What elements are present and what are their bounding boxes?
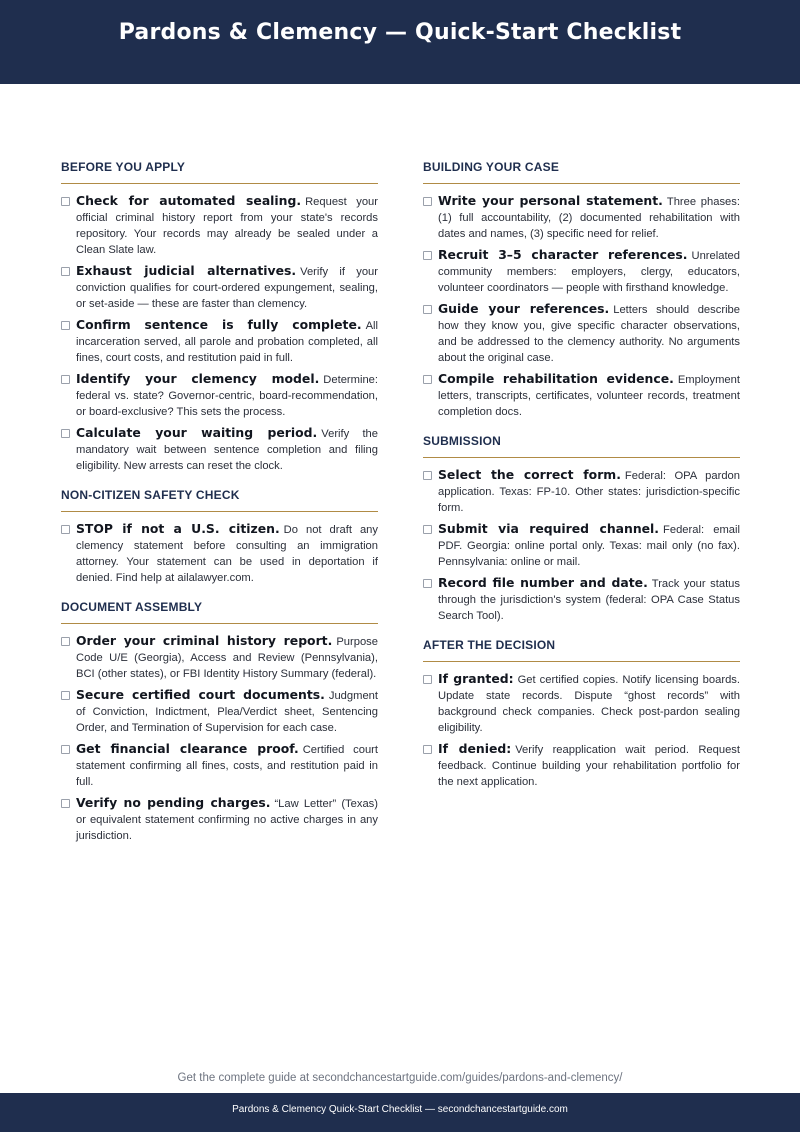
item-title: Check for automated sealing.	[76, 193, 302, 208]
item-text	[438, 247, 740, 296]
section-after-the-decision	[423, 638, 740, 790]
item-title: Secure certified court documents.	[76, 687, 325, 702]
item-title: Order your criminal history report.	[76, 633, 333, 648]
checklist-item	[423, 671, 740, 736]
item-text	[76, 687, 378, 736]
item-title: Select the correct form.	[438, 467, 621, 482]
checklist-item	[61, 795, 378, 844]
checklist-item	[423, 521, 740, 570]
item-text	[76, 521, 378, 586]
section-title: BUILDING YOUR CASE	[423, 160, 740, 184]
item-title: Identify your clemency model.	[76, 371, 320, 386]
section-non-citizen-safety-check	[61, 488, 378, 586]
item-description: Track your status through the jurisdiction's system (federal: OPA Case Status Search Tool).	[438, 578, 740, 622]
checkbox-icon[interactable]	[61, 525, 70, 534]
item-description: Verify the mandatory wait between sentence completion and filing eligibility. New arrests can reset the clock.	[76, 428, 379, 472]
checklist-item	[61, 521, 378, 586]
item-text	[76, 633, 378, 682]
checklist-item	[61, 425, 378, 474]
section-document-assembly	[61, 600, 378, 844]
item-title: Calculate your waiting period.	[76, 425, 318, 440]
checklist-item	[61, 741, 378, 790]
item-text	[76, 795, 378, 844]
item-title: If denied:	[438, 741, 512, 756]
checklist-item	[61, 371, 378, 420]
section-before-you-apply	[61, 160, 378, 474]
checkbox-icon[interactable]	[61, 197, 70, 206]
item-description: Judgment of Conviction, Indictment, Plea/Verdict sheet, Sentencing Order, and Termination of Supervision for each case.	[76, 690, 378, 734]
item-description: Federal: email PDF. Georgia: online portal only. Texas: mail only (no fax). Pennsylvania: online or mail.	[438, 524, 741, 568]
item-title: Record file number and date.	[438, 575, 648, 590]
item-title: Compile rehabilitation evidence.	[438, 371, 674, 386]
checkbox-icon[interactable]	[61, 745, 70, 754]
section-submission	[423, 434, 740, 624]
item-text	[76, 317, 378, 366]
checkbox-icon[interactable]	[423, 745, 432, 754]
item-title: Write your personal statement.	[438, 193, 663, 208]
item-title: Recruit 3–5 character references.	[438, 247, 688, 262]
item-description: Federal: OPA pardon application. Texas: FP-10. Other states: jurisdiction-specific form.	[438, 470, 740, 514]
checklist-item	[423, 301, 740, 366]
right-column	[423, 160, 740, 858]
item-text	[438, 467, 740, 516]
checkbox-icon[interactable]	[423, 197, 432, 206]
checkbox-icon[interactable]	[61, 321, 70, 330]
checkbox-icon[interactable]	[423, 471, 432, 480]
item-text	[76, 371, 378, 420]
item-description: All incarceration served, all parole and probation completed, all fines, court costs, and restitution paid in full.	[76, 320, 378, 364]
footer-text: Pardons & Clemency Quick-Start Checklist — secondchancestartguide.com	[232, 1104, 568, 1115]
footer-bar	[0, 1093, 800, 1132]
item-description: Unrelated community members: employers, clergy, educators, volunteer coordinators — people with firsthand knowledge.	[438, 250, 740, 294]
item-text	[438, 671, 740, 736]
checklist-item	[423, 193, 740, 242]
item-description: Verify reapplication wait period. Request feedback. Continue building your rehabilitation portfolio for the next application.	[438, 744, 740, 788]
item-text	[438, 575, 740, 624]
item-title: Verify no pending charges.	[76, 795, 271, 810]
checkbox-icon[interactable]	[61, 637, 70, 646]
section-title: DOCUMENT ASSEMBLY	[61, 600, 378, 624]
checklist-item	[61, 317, 378, 366]
item-text	[438, 193, 740, 242]
checkbox-icon[interactable]	[423, 305, 432, 314]
checklist-item	[61, 687, 378, 736]
item-description: Letters should describe how they know you, give specific character observations, and be addressed to the clemency authority. No arguments about the original case.	[438, 304, 740, 364]
checklist-item	[423, 575, 740, 624]
checkbox-icon[interactable]	[423, 251, 432, 260]
checklist-item	[61, 263, 378, 312]
section-building-your-case	[423, 160, 740, 420]
item-description: Do not draft any clemency statement before consulting an immigration attorney. Your statement can be used in deportation if denied. Find help at ailalawyer.com.	[76, 524, 378, 584]
page-title: Pardons & Clemency — Quick-Start Checklist	[118, 20, 682, 45]
item-description: “Law Letter” (Texas) or equivalent statement confirming no active charges in any jurisdiction.	[76, 798, 378, 842]
item-text	[438, 301, 740, 366]
item-title: STOP if not a U.S. citizen.	[76, 521, 280, 536]
item-title: Get financial clearance proof.	[76, 741, 299, 756]
guide-link[interactable]: Get the complete guide at secondchancestartguide.com/guides/pardons-and-clemency/	[177, 1072, 623, 1084]
item-description: Request your official criminal history report from your state's records repository. Your records may already be sealed under a Clean Slate law.	[76, 196, 378, 256]
item-description: Purpose Code U/E (Georgia), Access and Review (Pennsylvania), BCI (other states), or FBI Identity History Summary (federal).	[76, 636, 378, 680]
item-text	[76, 193, 378, 258]
checkbox-icon[interactable]	[61, 799, 70, 808]
checklist-item	[423, 371, 740, 420]
checkbox-icon[interactable]	[61, 375, 70, 384]
section-title: AFTER THE DECISION	[423, 638, 740, 662]
checklist-columns	[61, 160, 740, 858]
checklist-item	[61, 193, 378, 258]
checkbox-icon[interactable]	[61, 429, 70, 438]
section-title: SUBMISSION	[423, 434, 740, 458]
item-title: Guide your references.	[438, 301, 610, 316]
checklist-item	[423, 467, 740, 516]
checkbox-icon[interactable]	[423, 525, 432, 534]
item-text	[438, 371, 740, 420]
checklist-item	[423, 247, 740, 296]
item-title: Confirm sentence is fully complete.	[76, 317, 362, 332]
item-description: Get certified copies. Notify licensing boards. Update state records. Dispute “ghost records” with background check companies. Check post-pardon sealing eligibility.	[438, 674, 740, 734]
checkbox-icon[interactable]	[61, 691, 70, 700]
item-text	[76, 425, 378, 474]
item-text	[438, 741, 740, 790]
item-description: Employment letters, transcripts, certificates, volunteer records, treatment completion docs.	[438, 374, 740, 418]
item-text	[76, 741, 378, 790]
item-title: Exhaust judicial alternatives.	[76, 263, 297, 278]
checklist-item	[423, 741, 740, 790]
checklist-item	[61, 633, 378, 682]
item-text	[76, 263, 378, 312]
item-description: Verify if your conviction qualifies for court-ordered expungement, sealing, or set-aside — these are faster than clemency.	[76, 266, 378, 310]
checkbox-icon[interactable]	[423, 579, 432, 588]
item-title: Submit via required channel.	[438, 521, 660, 536]
left-column	[61, 160, 378, 858]
item-text	[438, 521, 740, 570]
checkbox-icon[interactable]	[61, 267, 70, 276]
item-description: Three phases: (1) full accountability, (2) documented rehabilitation with dates and names, (3) specific need for relief.	[438, 196, 740, 240]
item-description: Certified court statement confirming all fines, costs, and restitution paid in full.	[76, 744, 379, 788]
checkbox-icon[interactable]	[423, 675, 432, 684]
checkbox-icon[interactable]	[423, 375, 432, 384]
section-title: BEFORE YOU APPLY	[61, 160, 378, 184]
item-description: Determine: federal vs. state? Governor-centric, board-recommendation, or board-exclusive? This sets the process.	[76, 374, 378, 418]
section-title: NON-CITIZEN SAFETY CHECK	[61, 488, 378, 512]
page-header	[0, 0, 800, 84]
item-title: If granted:	[438, 671, 514, 686]
